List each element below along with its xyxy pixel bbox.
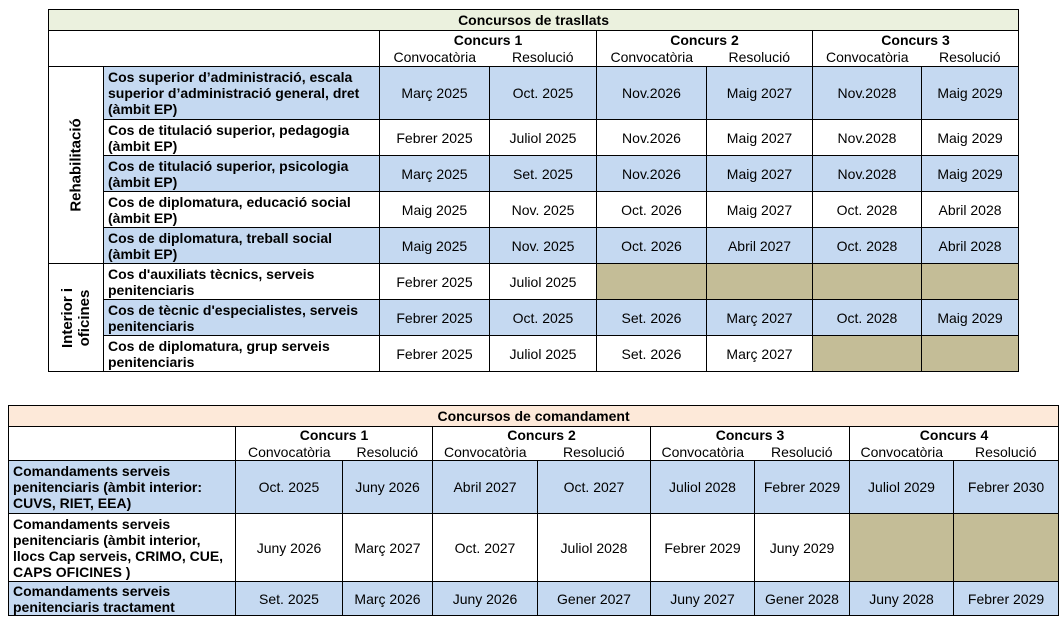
cell-value: Gener 2028 [755, 582, 850, 616]
row-desc: Comandaments serveis penitenciaris (àmbit interior: CUVS, RIET, EEA) [9, 461, 236, 514]
row-desc: Cos de diplomatura, treball social (àmbit EP) [104, 228, 380, 264]
table-row [9, 582, 1059, 616]
sub-resolucio: Resolució [954, 444, 1059, 461]
empty-cell [813, 336, 922, 372]
cell-value: Oct. 2025 [236, 461, 343, 514]
cell-value: Juny 2028 [850, 582, 954, 616]
row-desc: Cos d'auxiliats tècnics, serveis penitenciaris [104, 264, 380, 300]
cell-value: Nov. 2025 [490, 228, 597, 264]
cell-value: Oct. 2028 [813, 300, 922, 336]
sub-resolucio: Resolució [755, 444, 850, 461]
cell-value: Març 2025 [380, 67, 490, 120]
cell-value: Febrer 2029 [755, 461, 850, 514]
cell-value: Juny 2026 [343, 461, 433, 514]
cell-value: Juny 2029 [755, 514, 850, 582]
cell-value: Febrer 2030 [954, 461, 1059, 514]
row-desc: Cos de titulació superior, pedagogia (àmbit EP) [104, 120, 380, 156]
sub-convocatoria: Convocatòria [236, 444, 343, 461]
cell-value: Juliol 2025 [490, 336, 597, 372]
table-row [49, 120, 1019, 156]
concurs-4-header: Concurs 4 [850, 427, 1059, 444]
empty-cell [707, 264, 813, 300]
cell-value: Oct. 2028 [813, 228, 922, 264]
cell-value: Juny 2027 [651, 582, 755, 616]
sub-resolucio: Resolució [490, 49, 597, 67]
cell-value: Oct. 2025 [490, 67, 597, 120]
cell-value: Oct. 2025 [490, 300, 597, 336]
cell-value: Nov.2026 [597, 156, 707, 192]
table-row [49, 67, 1019, 120]
concurs-3-header: Concurs 3 [651, 427, 850, 444]
cell-value: Març 2026 [343, 582, 433, 616]
cell-value: Febrer 2029 [651, 514, 755, 582]
cell-value: Febrer 2025 [380, 336, 490, 372]
sub-resolucio: Resolució [707, 49, 813, 67]
empty-cell [813, 264, 922, 300]
cell-value: Oct. 2026 [597, 228, 707, 264]
trasllats-title: Concursos de trasllats [49, 10, 1019, 31]
cell-value: Febrer 2025 [380, 264, 490, 300]
row-desc: Cos de tècnic d'especialistes, serveis penitenciaris [104, 300, 380, 336]
cell-value: Nov.2028 [813, 67, 922, 120]
cell-value: Oct. 2027 [538, 461, 651, 514]
row-desc: Cos de titulació superior, psicologia (àmbit EP) [104, 156, 380, 192]
cell-value: Abril 2027 [433, 461, 538, 514]
cell-value: Nov.2028 [813, 120, 922, 156]
cell-value: Juliol 2025 [490, 264, 597, 300]
sub-resolucio: Resolució [538, 444, 651, 461]
comandament-title: Concursos de comandament [9, 406, 1059, 427]
concurs-1-header: Concurs 1 [380, 31, 597, 49]
cell-value: Febrer 2025 [380, 300, 490, 336]
table-row [49, 300, 1019, 336]
empty-cell [954, 514, 1059, 582]
cell-value: Nov.2026 [597, 67, 707, 120]
cell-value: Maig 2027 [707, 156, 813, 192]
cell-value: Febrer 2025 [380, 120, 490, 156]
cell-value: Maig 2029 [922, 120, 1019, 156]
empty-cell [922, 264, 1019, 300]
sub-resolucio: Resolució [922, 49, 1019, 67]
cell-value: Juliol 2025 [490, 120, 597, 156]
sub-convocatoria: Convocatòria [850, 444, 954, 461]
sub-convocatoria: Convocatòria [433, 444, 538, 461]
table-row [49, 156, 1019, 192]
cell-value: Nov.2028 [813, 156, 922, 192]
cell-value: Març 2027 [707, 300, 813, 336]
sub-convocatoria: Convocatòria [380, 49, 490, 67]
cell-value: Maig 2025 [380, 228, 490, 264]
table-row [49, 336, 1019, 372]
cell-value: Juliol 2029 [850, 461, 954, 514]
cell-value: Maig 2025 [380, 192, 490, 228]
concurs-2-header: Concurs 2 [597, 31, 813, 49]
cell-value: Juny 2026 [433, 582, 538, 616]
sub-convocatoria: Convocatòria [597, 49, 707, 67]
cell-value: Maig 2027 [707, 192, 813, 228]
concurs-2-header: Concurs 2 [433, 427, 651, 444]
cell-value: Set. 2026 [597, 336, 707, 372]
sub-resolucio: Resolució [343, 444, 433, 461]
table-row [49, 192, 1019, 228]
header-blank [49, 31, 380, 67]
cell-value: Març 2025 [380, 156, 490, 192]
cell-value: Febrer 2029 [954, 582, 1059, 616]
concurs-1-header: Concurs 1 [236, 427, 433, 444]
cell-value: Set. 2025 [490, 156, 597, 192]
row-desc: Cos superior d’administració, escala superior d’administració general, dret (àmbit EP) [104, 67, 380, 120]
row-desc: Comandaments serveis penitenciaris (àmbit interior, llocs Cap serveis, CRIMO, CUE, CAPS OFICINES ) [9, 514, 236, 582]
sub-convocatoria: Convocatòria [651, 444, 755, 461]
cell-value: Set. 2025 [236, 582, 343, 616]
cell-value: Juliol 2028 [651, 461, 755, 514]
cell-value: Oct. 2026 [597, 192, 707, 228]
cell-value: Abril 2027 [707, 228, 813, 264]
trasllats-table [48, 9, 1019, 372]
row-desc: Cos de diplomatura, grup serveis penitenciaris [104, 336, 380, 372]
header-blank [9, 427, 236, 461]
cell-value: Set. 2026 [597, 300, 707, 336]
cell-value: Abril 2028 [922, 228, 1019, 264]
concurs-3-header: Concurs 3 [813, 31, 1019, 49]
cell-value: Gener 2027 [538, 582, 651, 616]
table-row [9, 514, 1059, 582]
cell-value: Oct. 2028 [813, 192, 922, 228]
cell-value: Nov.2026 [597, 120, 707, 156]
cell-value: Març 2027 [707, 336, 813, 372]
cell-value: Juliol 2028 [538, 514, 651, 582]
table-row [9, 461, 1059, 514]
cell-value: Oct. 2027 [433, 514, 538, 582]
group-label-interior-oficines: Interior i oficines [49, 264, 104, 372]
cell-value: Juny 2026 [236, 514, 343, 582]
empty-cell [850, 514, 954, 582]
row-desc: Cos de diplomatura, educació social (àmbit EP) [104, 192, 380, 228]
cell-value: Maig 2029 [922, 300, 1019, 336]
sub-convocatoria: Convocatòria [813, 49, 922, 67]
empty-cell [922, 336, 1019, 372]
cell-value: Maig 2027 [707, 120, 813, 156]
group-label-rehabilitacio: Rehabilitació [49, 67, 104, 264]
comandament-table [8, 405, 1059, 616]
row-desc: Comandaments serveis penitenciaris tractament [9, 582, 236, 616]
empty-cell [597, 264, 707, 300]
cell-value: Maig 2029 [922, 156, 1019, 192]
table-row [49, 228, 1019, 264]
cell-value: Nov. 2025 [490, 192, 597, 228]
cell-value: Maig 2029 [922, 67, 1019, 120]
cell-value: Maig 2027 [707, 67, 813, 120]
cell-value: Abril 2028 [922, 192, 1019, 228]
table-row [49, 264, 1019, 300]
cell-value: Març 2027 [343, 514, 433, 582]
